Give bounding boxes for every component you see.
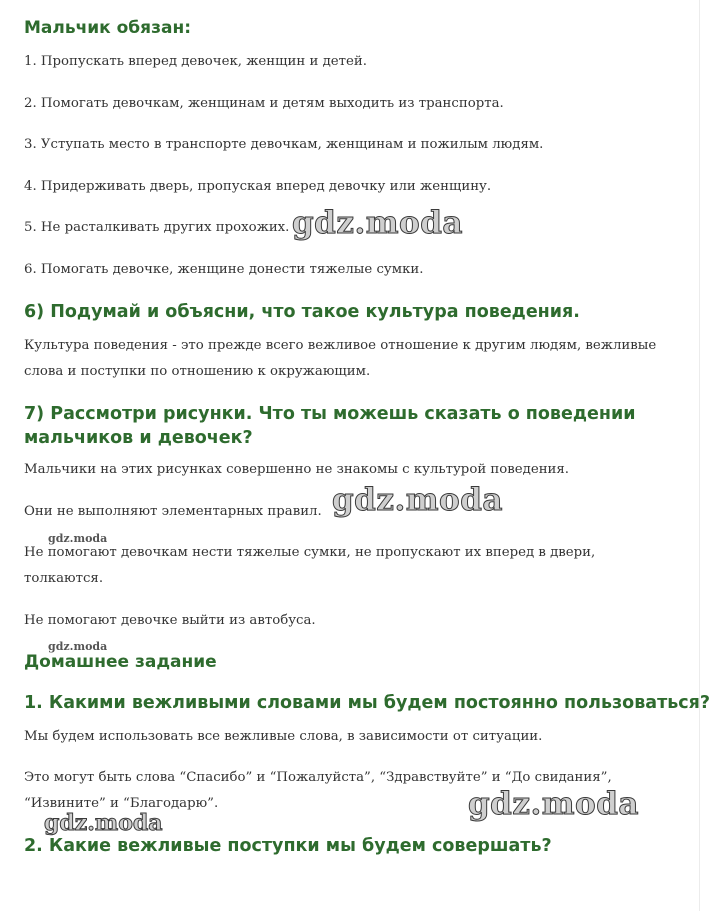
watermark-logo: gdz.moda [44, 810, 163, 836]
answer-paragraph: “Извините” и “Благодарю”. [24, 796, 219, 811]
list-item: 2. Помогать девочкам, женщинам и детям выходить из транспорта. [24, 96, 504, 111]
answer-paragraph: слова и поступки по отношению к окружающим. [24, 364, 371, 379]
answer-paragraph: толкаются. [24, 571, 104, 586]
list-item: 4. Придерживать дверь, пропуская вперед девочку или женщину. [24, 179, 492, 194]
list-item: 1. Пропускать вперед девочек, женщин и детей. [24, 54, 367, 69]
heading-homework-question-1: 1. Какими вежливыми словами мы будем постоянно пользоваться? [24, 693, 711, 713]
watermark-logo: gdz.moda [468, 786, 639, 822]
list-item: 6. Помогать девочке, женщине донести тяжелые сумки. [24, 262, 424, 277]
answer-paragraph: Это могут быть слова “Спасибо” и “Пожалуйста”, “Здравствуйте” и “До свидания”, [24, 770, 612, 785]
list-item: 5. Не расталкивать других прохожих. [24, 220, 290, 235]
answer-paragraph: Мы будем использовать все вежливые слова, в зависимости от ситуации. [24, 729, 543, 744]
list-item: 3. Уступать место в транспорте девочкам, женщинам и пожилым людям. [24, 137, 544, 152]
answer-paragraph: Мальчики на этих рисунках совершенно не знакомы с культурой поведения. [24, 462, 570, 477]
heading-homework: Домашнее задание [24, 652, 217, 672]
answer-paragraph: Не помогают девочкам нести тяжелые сумки, не пропускают их вперед в двери, [24, 545, 596, 560]
heading-question-7: мальчиков и девочек? [24, 428, 253, 448]
answer-paragraph: Культура поведения - это прежде всего вежливое отношение к другим людям, вежливые [24, 338, 657, 353]
watermark-logo: gdz.moda [48, 640, 108, 653]
answer-paragraph: Они не выполняют элементарных правил. [24, 504, 322, 519]
heading-question-6: 6) Подумай и объясни, что такое культура поведения. [24, 302, 580, 322]
answer-paragraph: Не помогают девочке выйти из автобуса. [24, 613, 316, 628]
watermark-logo: gdz.moda [48, 532, 108, 545]
watermark-logo: gdz.moda [332, 482, 503, 518]
heading-question-7: 7) Рассмотри рисунки. Что ты можешь сказать о поведении [24, 404, 636, 424]
heading-boy-must: Мальчик обязан: [24, 18, 191, 38]
heading-homework-question-2: 2. Какие вежливые поступки мы будем совершать? [24, 836, 552, 856]
right-divider [699, 0, 700, 911]
watermark-logo: gdz.moda [292, 205, 463, 241]
